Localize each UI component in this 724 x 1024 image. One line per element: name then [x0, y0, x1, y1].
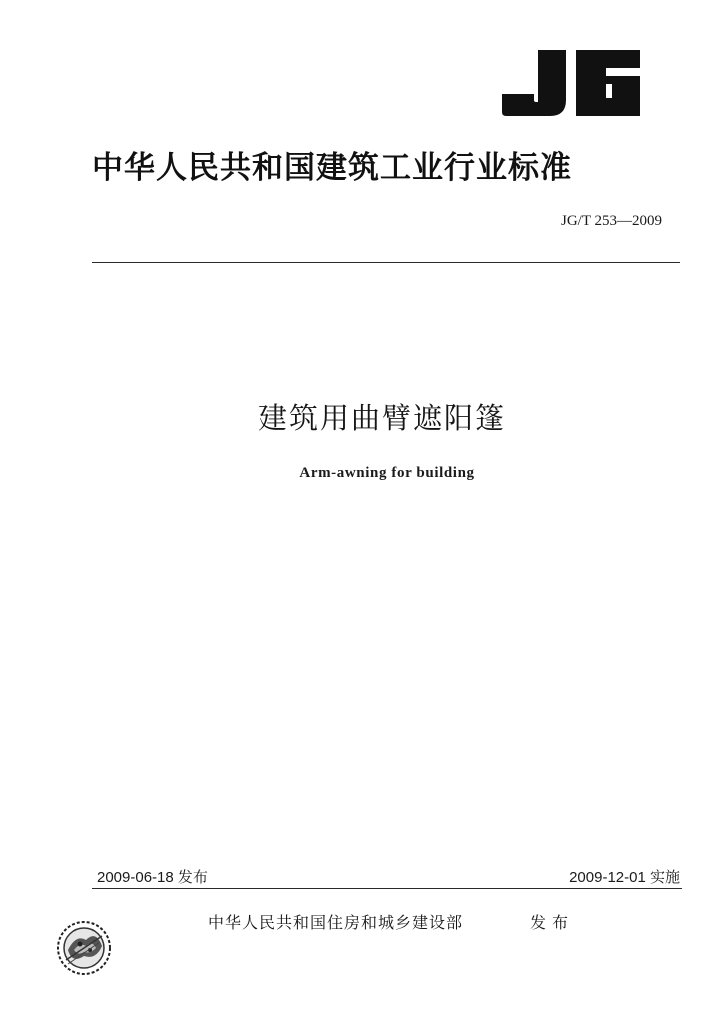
bottom-divider	[92, 888, 682, 889]
publisher: 中华人民共和国住房和城乡建设部	[208, 913, 464, 932]
jg-logo-graphic	[500, 48, 642, 118]
emblem-seal-icon	[56, 920, 112, 976]
top-divider	[92, 262, 680, 263]
series-title: 中华人民共和国建筑工业行业标准	[92, 150, 572, 186]
jg-logo	[500, 48, 642, 118]
document-title-en: Arm-awning for building	[299, 465, 475, 481]
standard-number: JG/T 253—2009	[561, 213, 662, 229]
document-title-cn: 建筑用曲臂遮阳篷	[257, 401, 506, 435]
implementation-date: 2009-12-01 实施	[569, 869, 680, 886]
issue-date: 2009-06-18 发布	[97, 869, 208, 886]
publish-label: 发布	[530, 913, 575, 932]
